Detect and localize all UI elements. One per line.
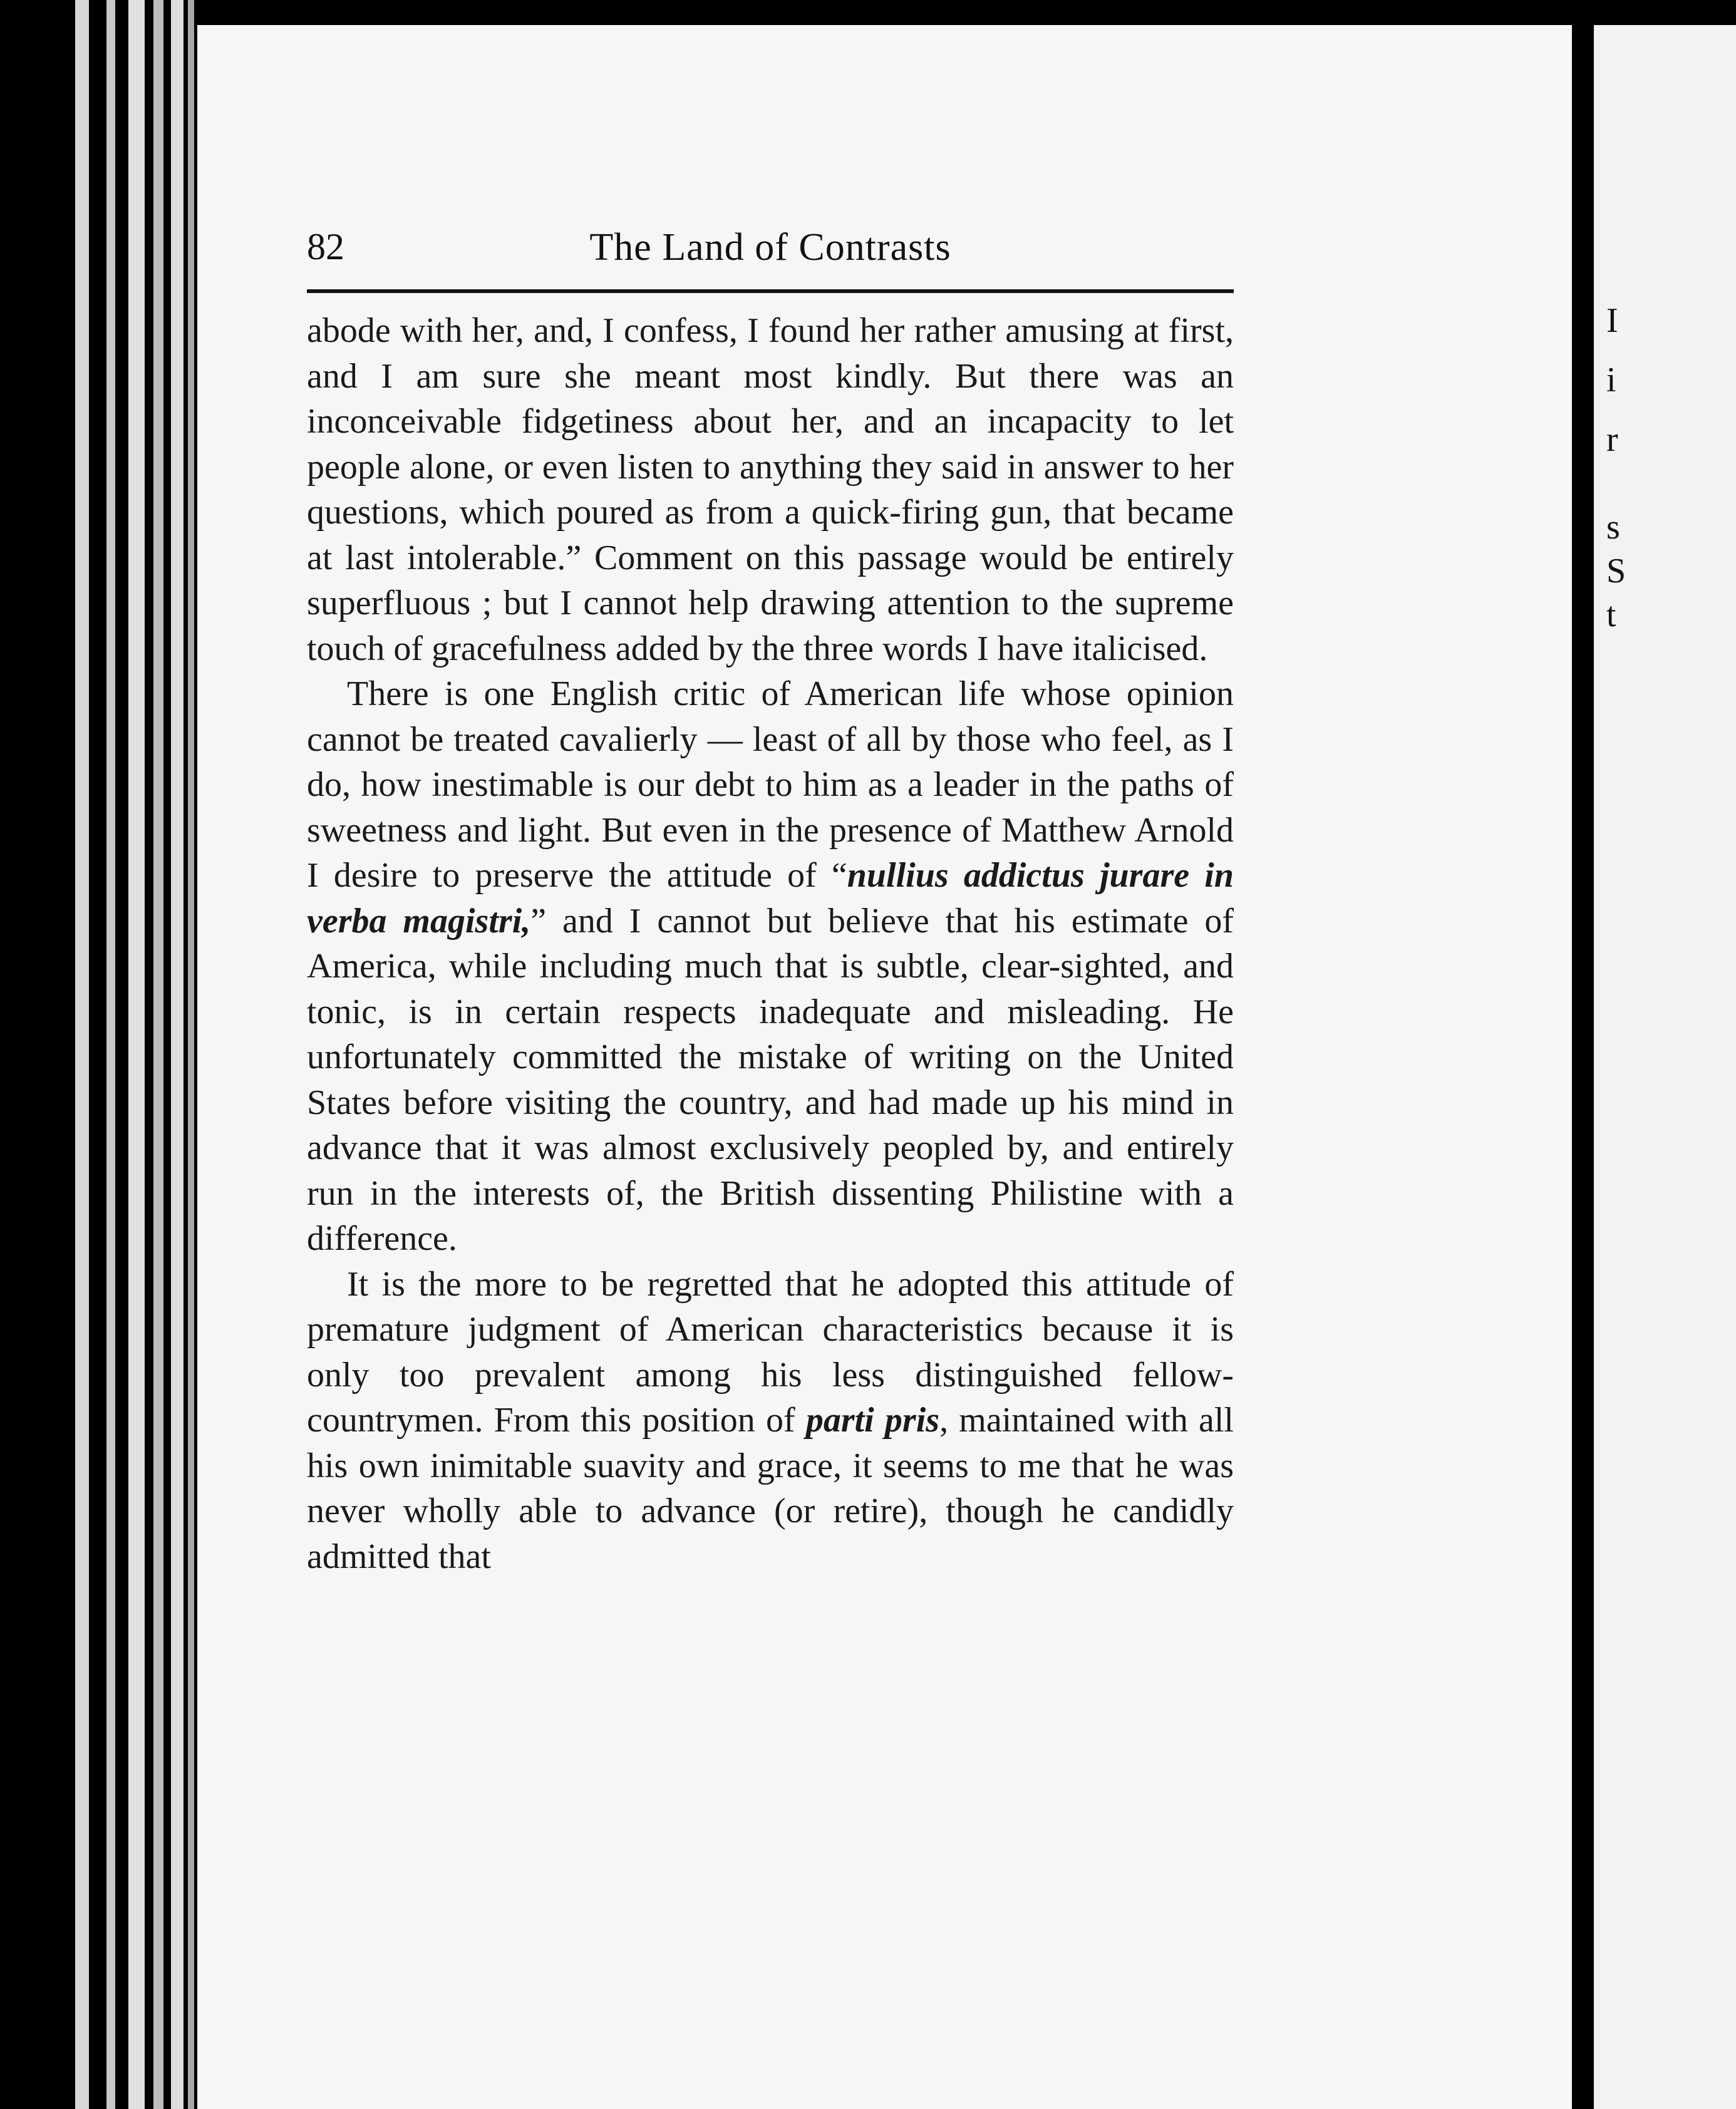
- page-number: 82: [307, 226, 344, 267]
- text-run: It is the more to be regretted that he adopted this attitude of premature judgment of American characteristics because it is only too prevalent among his less distinguished fellow-countrymen. From this position of: [307, 1264, 1234, 1440]
- running-head: The Land of Contrasts: [589, 226, 951, 269]
- header-rule: [307, 289, 1234, 293]
- facing-page: [1594, 25, 1736, 2109]
- page-edge: [106, 0, 115, 2109]
- page-edge: [171, 0, 183, 2109]
- latin-quotation: nullius addictus jurare in verba magistri,: [307, 856, 1234, 941]
- paragraph: abode with her, and, I confess, I found her rather amusing at first, and I am sure she meant most kindly. But there was an inconceivable fidgetiness about her, and an incapacity to let people alone, or even listen to anything they said in answer to her questions, which poured as from a quick-firing gun, that became at last intolerable.” Comment on this passage would be entirely superfluous ; but I cannot help drawing attention to the supreme touch of gracefulness added by the three words I have italicised.: [307, 311, 1234, 668]
- page-edge: [188, 0, 194, 2109]
- facing-page-fragment: I: [1606, 301, 1618, 340]
- paragraph: [307, 671, 1234, 1262]
- text-run: , maintained with all his own inimitable suavity and grace, it seems to me that he was never wholly able to advance (or retire), though he candidly admitted that: [307, 1401, 1234, 1576]
- facing-page-fragment: S: [1606, 552, 1626, 590]
- text-run: There is one English critic of American life whose opinion cannot be treated cavalierly — least of all by those who feel, as I do, how inestimable is our debt to him as a leader in the paths of sweetness and light. But even in the presence of Matthew Arnold I desire to preserve the attitude of “: [307, 674, 1234, 895]
- paragraph: [307, 1262, 1234, 1580]
- text-run: ” and I cannot but believe that his estimate of America, while including much that is subtle, clear-sighted, and tonic, is in certain respects inadequate and misleading. He unfortunately committed the mistake of writing on the United States before visiting the country, and had made up his mind in advance that it was almost exclusively peopled by, and entirely run in the interests of, the British dissenting Philistine with a difference.: [307, 901, 1234, 1258]
- facing-page-fragment: i: [1606, 361, 1616, 400]
- page-edge: [128, 0, 145, 2109]
- page-header: [307, 219, 1234, 288]
- italic-phrase: parti pris: [805, 1401, 940, 1440]
- facing-page-fragment: r: [1606, 420, 1618, 459]
- body-text: [307, 308, 1234, 1579]
- page-edge: [75, 0, 89, 2109]
- facing-page-fragment: s: [1606, 508, 1620, 547]
- page-edge: [153, 0, 163, 2109]
- facing-page-fragment: t: [1606, 596, 1616, 634]
- page-edges: [59, 0, 200, 2109]
